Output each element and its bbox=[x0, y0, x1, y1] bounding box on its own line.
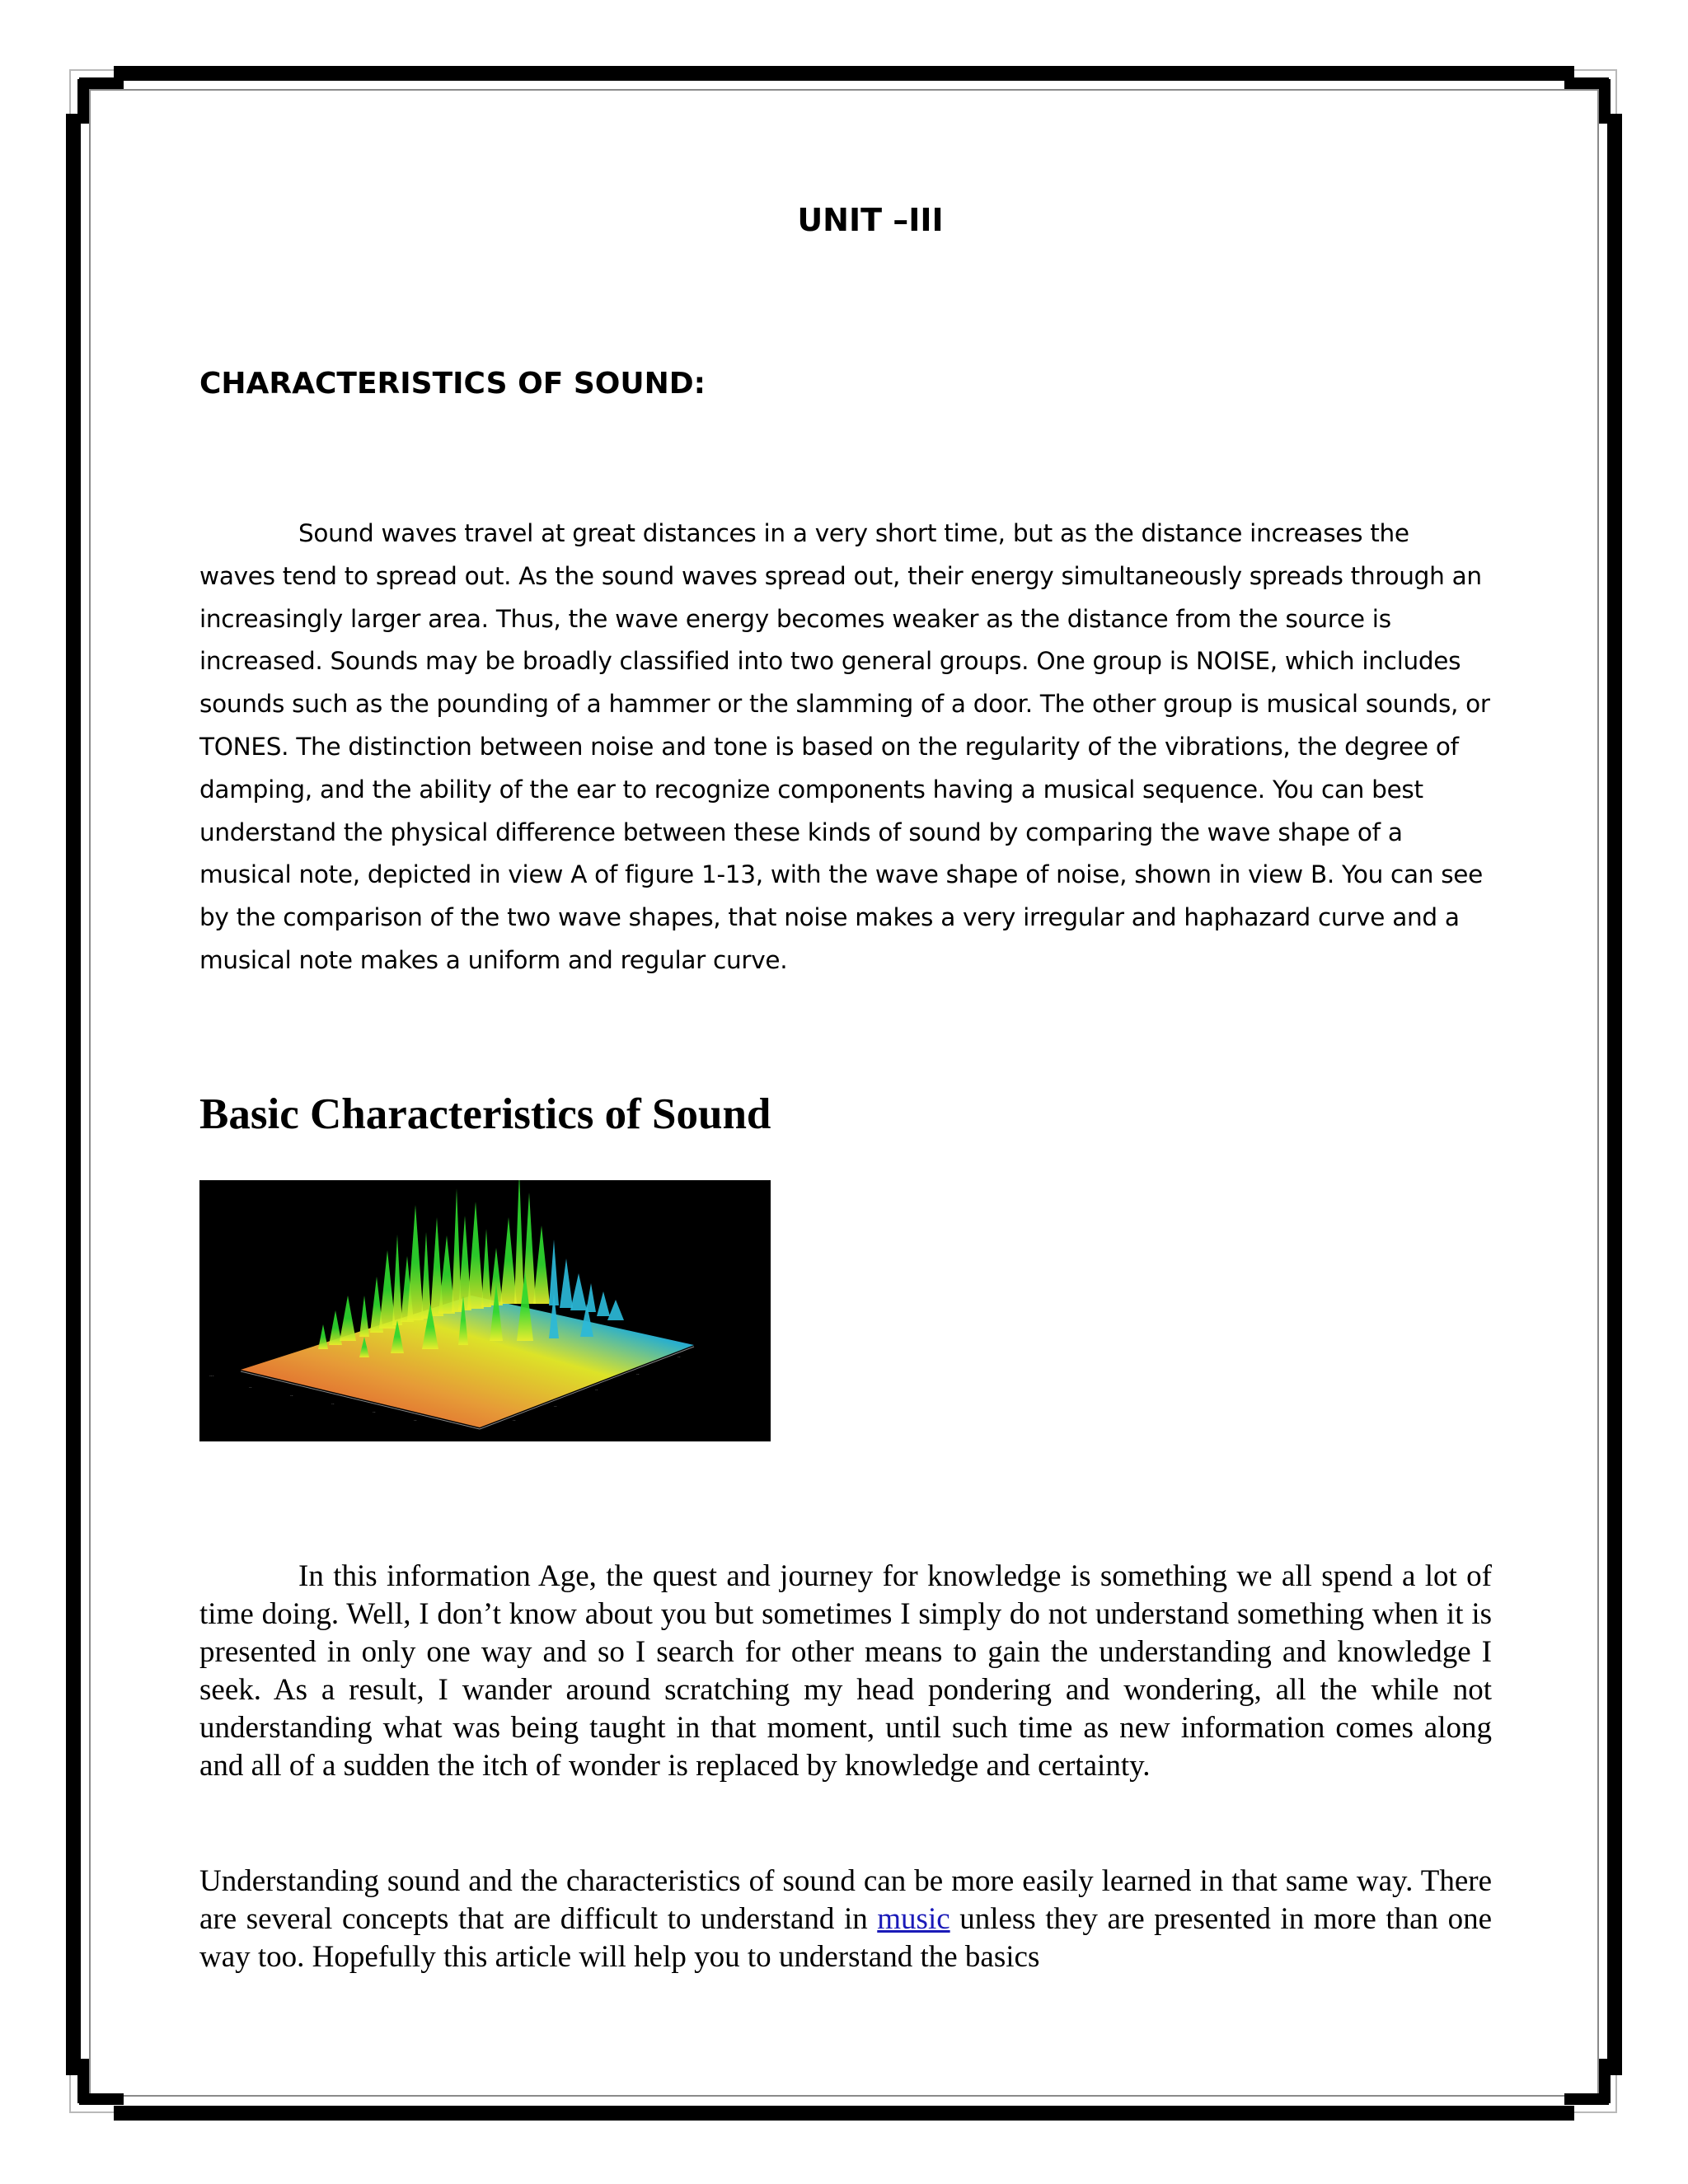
border-corner bbox=[1564, 77, 1609, 89]
3d-spectrum-plot-image bbox=[199, 1180, 771, 1441]
paragraph3-text-start: Understanding sound and the characteristics of sound can be more easily learned in that same way. There are several concepts that are difficult to understand in bbox=[199, 1864, 1492, 1936]
svg-text:..: .. bbox=[554, 1403, 557, 1408]
svg-text:..: .. bbox=[331, 1400, 335, 1406]
section-heading: CHARACTERISTICS OF SOUND: bbox=[199, 367, 706, 401]
paragraph-sound-waves: Sound waves travel at great distances in a very short time, but as the distance increases the waves tend to spread out. As the sound waves spread out, their energy simultaneously spreads through an increasingly larger area. Thus, the wave energy becomes weaker as the distance from the source is increased. Sounds may be broadly classified into two general groups. One group is NOISE, which includes sounds such as the pounding of a hammer or the slamming of a door. The other group is musical sounds, or TONES. The distinction between noise and tone is based on the regularity of the vibrations, the degree of damping, and the ability of the ear to recognize components having a musical sequence. You can best understand the physical difference between these kinds of sound by comparing the wave shape of a musical note, depicted in view A of figure 1-13, with the wave shape of noise, shown in view B. You can see by the comparison of the two wave shapes, that noise makes a very irregular and haphazard curve and a musical note makes a uniform and regular curve. bbox=[199, 519, 1490, 974]
svg-text:..: .. bbox=[636, 1371, 640, 1376]
paragraph-information-age: In this information Age, the quest and journey for knowledge is something we all spend a lot of time doing. Well, I don’t know about you but sometimes I simply do not understand something when it is presented in only one way and so I search for other means to gain the understanding and knowledge I seek. As a result, I wander around scratching my head pondering and wondering, all the while not understanding what was being taught in that moment, until such time as new information comes along and all of a sudden the itch of wonder is replaced by knowledge and certainty. bbox=[199, 1559, 1492, 1783]
svg-text:..: .. bbox=[373, 1408, 376, 1414]
page-border-left bbox=[66, 114, 81, 2075]
page-border-top bbox=[114, 66, 1574, 81]
paragraph-understanding-sound bbox=[199, 1863, 1492, 1976]
border-corner bbox=[79, 2093, 124, 2105]
svg-text:..: .. bbox=[595, 1386, 598, 1392]
svg-text:..: .. bbox=[414, 1417, 417, 1422]
border-corner bbox=[79, 77, 124, 89]
spectrum-figure bbox=[199, 1180, 771, 1441]
border-corner bbox=[77, 2059, 89, 2103]
border-corner bbox=[1564, 2093, 1609, 2105]
svg-text:...: ... bbox=[209, 1372, 214, 1378]
unit-title: UNIT –III bbox=[797, 202, 944, 238]
page-border-bottom bbox=[114, 2106, 1574, 2121]
paragraph3-text-end: unless they are presented in more than one way too. Hopefully this article will help you to understand the basics bbox=[199, 1902, 1492, 1974]
svg-text:..: .. bbox=[678, 1353, 681, 1359]
article-heading: Basic Characteristics of Sound bbox=[199, 1090, 771, 1138]
svg-text:..: .. bbox=[513, 1417, 516, 1422]
page-border-right bbox=[1607, 114, 1622, 2075]
border-corner bbox=[1599, 2059, 1611, 2103]
border-corner bbox=[77, 79, 89, 124]
border-corner bbox=[1599, 79, 1611, 124]
svg-text:..: .. bbox=[249, 1384, 252, 1390]
svg-text:..: .. bbox=[290, 1392, 293, 1398]
music-link[interactable]: music bbox=[877, 1902, 950, 1936]
